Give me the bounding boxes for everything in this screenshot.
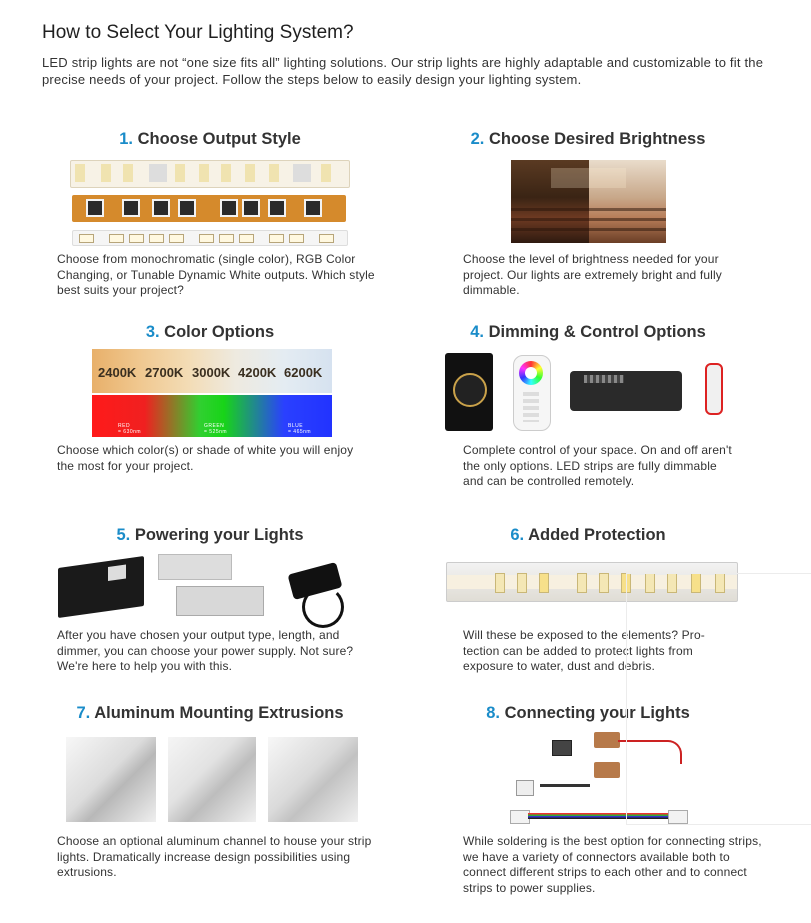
- section-description: Choose from monochromatic (single color), RGB Color Changing, or Tunable Dynamic White outputs. Which style best suits your project?: [57, 252, 375, 297]
- section-heading: 7. Aluminum Mounting Extrusions: [76, 704, 344, 722]
- section-heading: 5. Powering your Lights: [116, 526, 304, 544]
- section-heading: 2. Choose Desired Brightness: [470, 130, 706, 148]
- silver-power-supply: [176, 586, 264, 616]
- section-description: Choose an optional aluminum channel to house your strip lights. Dramatically increase design possibilities using extrusions.: [57, 834, 372, 879]
- black-power-box: [58, 556, 144, 618]
- dimming-controls-image: [445, 353, 740, 433]
- output-style-strips-image: [70, 160, 348, 246]
- color-temp-label: 2700K: [145, 365, 184, 380]
- section-output-style: [30, 130, 390, 149]
- wall-dimmer: [445, 353, 493, 431]
- color-temp-label: 6200K: [284, 365, 323, 380]
- color-temp-label: 4200K: [238, 365, 277, 380]
- rgb-label-red: RED = 630nm: [118, 423, 142, 435]
- color-temp-label: 3000K: [192, 365, 231, 380]
- section-heading: 6. Added Protection: [510, 526, 666, 544]
- section-description: While soldering is the best option for connecting strips, we have a variety of connectors available both to connect different strips to each other and to connect strips to power supplies.: [463, 834, 762, 895]
- section-powering: [30, 526, 390, 545]
- section-dimming-control: [408, 323, 768, 342]
- section-description: Choose the level of brightness needed for your project. Our lights are extremely bright and fully dimmable.: [463, 252, 722, 297]
- decorative-frame: [626, 573, 811, 825]
- silver-power-supply: [158, 554, 232, 580]
- aluminum-extrusions-image: [66, 737, 358, 825]
- section-heading: 3. Color Options: [145, 323, 275, 341]
- section-extrusions: [30, 704, 390, 723]
- color-temperature-image: [92, 349, 332, 393]
- inline-dimmer: [705, 363, 723, 415]
- extrusion-profile: [168, 737, 256, 822]
- section-description: Complete control of your space. On and off aren't the only options. LED strips are fully dimmable and can be controlled remotely.: [463, 443, 732, 488]
- controller-box: [570, 371, 682, 411]
- power-supplies-image: [58, 550, 358, 626]
- extrusion-profile: [268, 737, 358, 822]
- section-protection: [408, 526, 768, 545]
- section-description: After you have chosen your output type, length, and dimmer, you can choose your power supply. Not sure? We're here to help you with this.: [57, 628, 354, 673]
- section-heading: 4. Dimming & Control Options: [470, 323, 706, 341]
- remote-control: [513, 355, 551, 431]
- color-temp-label: 2400K: [98, 365, 137, 380]
- extrusion-profile: [66, 737, 156, 822]
- rgb-label-green: GREEN = 525nm: [204, 423, 228, 435]
- rgb-colors-image: [92, 395, 332, 437]
- brightness-auditorium-image: [511, 160, 666, 243]
- section-description: Will these be exposed to the elements? Pro- tection can be added to protect lights from exposure to water, dust and debris.: [463, 628, 705, 673]
- section-description: Choose which color(s) or shade of white you will enjoy the most for your project.: [57, 443, 354, 473]
- section-brightness: [408, 130, 768, 149]
- rgb-label-blue: BLUE = 465nm: [288, 423, 312, 435]
- page-title: How to Select Your Lighting System?: [42, 22, 354, 43]
- section-color-options: [30, 323, 390, 342]
- section-heading: 1. Choose Output Style: [119, 130, 301, 148]
- section-heading: 8. Connecting your Lights: [486, 704, 690, 722]
- intro-paragraph: LED strip lights are not “one size fits all” lighting solutions. Our strip lights are highly adaptable and customizable to fit the precise needs of your project. Follow the steps below to easily design your lighting system.: [42, 55, 764, 87]
